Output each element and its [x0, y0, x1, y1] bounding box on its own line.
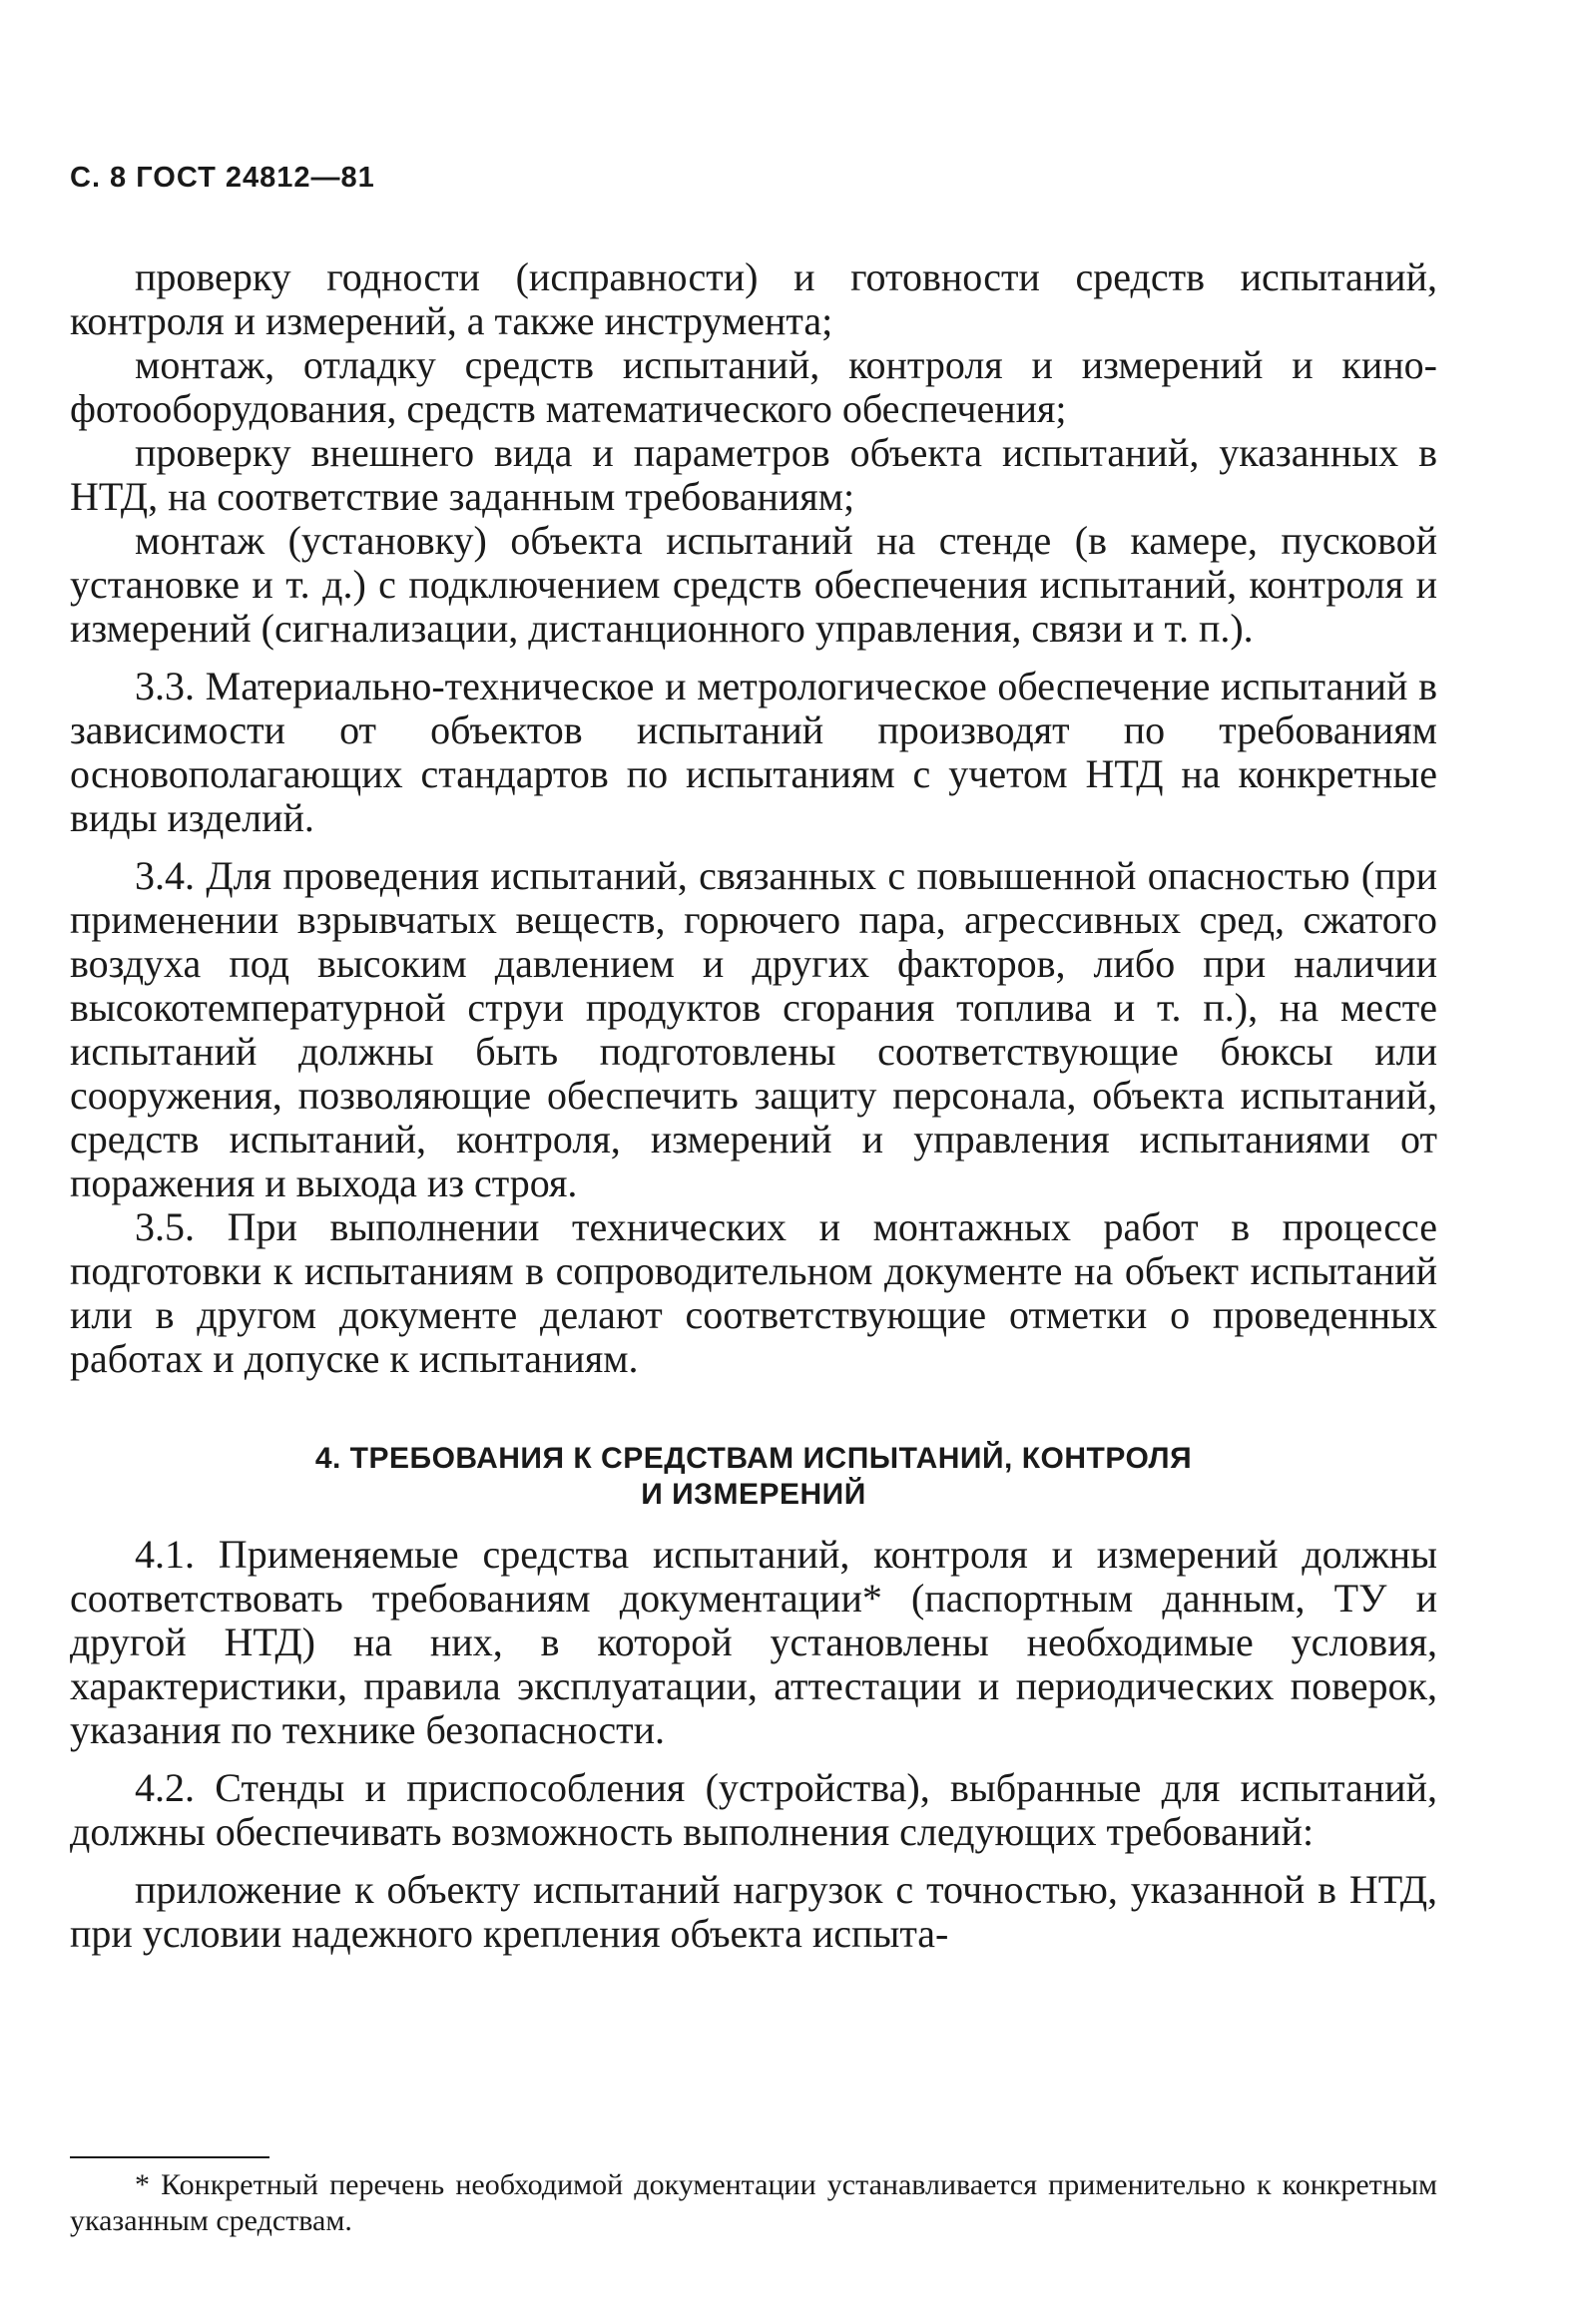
footnote-divider	[70, 2156, 269, 2158]
clause-4-1: 4.1. Применяемые средства испытаний, контроля и измерений должны соответствовать требованиям документации* (паспортным данным, ТУ и другой НТД) на них, в которой установлены необходимые условия, характеристики, правила эксплуатации, аттестации и периодических поверок, указания по технике безопасности.	[70, 1532, 1437, 1752]
clause-4-2-item: приложение к объекту испытаний нагрузок с точностью, указанной в НТД, при условии надежного крепления объекта испыта-	[70, 1867, 1437, 1956]
clause-3-5: 3.5. При выполнении технических и монтажных работ в процессе подготовки к испытаниям в сопроводительном документе на объект испытаний или в другом документе делают соответствующие отметки о проведенных работах и допуске к испытаниям.	[70, 1204, 1437, 1381]
section-4-title-line1: 4. ТРЕБОВАНИЯ К СРЕДСТВАМ ИСПЫТАНИЙ, КОНТРОЛЯ	[314, 1442, 1193, 1475]
clause-3-3: 3.3. Материально-техническое и метрологическое обеспечение испытаний в зависимости от объектов испытаний производят по требованиям основополагающих стандартов по испытаниям с учетом НТД на конкретные виды изделий.	[70, 664, 1437, 840]
document-body	[70, 255, 1437, 1956]
paragraph-check-appearance: проверку внешнего вида и параметров объекта испытаний, указанных в НТД, на соответствие заданным требованиям;	[70, 430, 1437, 519]
clause-4-2: 4.2. Стенды и приспособления (устройства), выбранные для испытаний, должны обеспечивать возможность выполнения следующих требований:	[70, 1765, 1437, 1854]
paragraph-mounting-object: монтаж (установку) объекта испытаний на стенде (в камере, пусковой установке и т. д.) с подключением средств обеспечения испытаний, контроля и измерений (сигнализации, дистанционного управления, связи и т. п.).	[70, 518, 1437, 651]
page-header: С. 8 ГОСТ 24812—81	[70, 162, 375, 194]
section-4-title-line2: И ИЗМЕРЕНИЙ	[641, 1478, 866, 1511]
section-4-title	[70, 1441, 1437, 1513]
clause-3-4: 3.4. Для проведения испытаний, связанных с повышенной опасностью (при применении взрывчатых веществ, горючего пара, агрессивных сред, сжатого воздуха под высоким давлением и других факторов, либо при наличии высокотемпературной струи продуктов сгорания топлива и т. п.), на месте испытаний должны быть подготовлены соответствующие бюксы или сооружения, позволяющие обеспечить защиту персонала, объекта испытаний, средств испытаний, контроля, измерений и управления испытаниями от поражения и выхода из строя.	[70, 853, 1437, 1205]
paragraph-mounting-tools: монтаж, отладку средств испытаний, контроля и измерений и кино-фотооборудования, средств математического обеспечения;	[70, 342, 1437, 431]
footnote: * Конкретный перечень необходимой документации устанавливается применительно к конкретным указанным средствам.	[70, 2168, 1437, 2237]
paragraph-check-tools: проверку годности (исправности) и готовности средств испытаний, контроля и измерений, а также инструмента;	[70, 254, 1437, 343]
